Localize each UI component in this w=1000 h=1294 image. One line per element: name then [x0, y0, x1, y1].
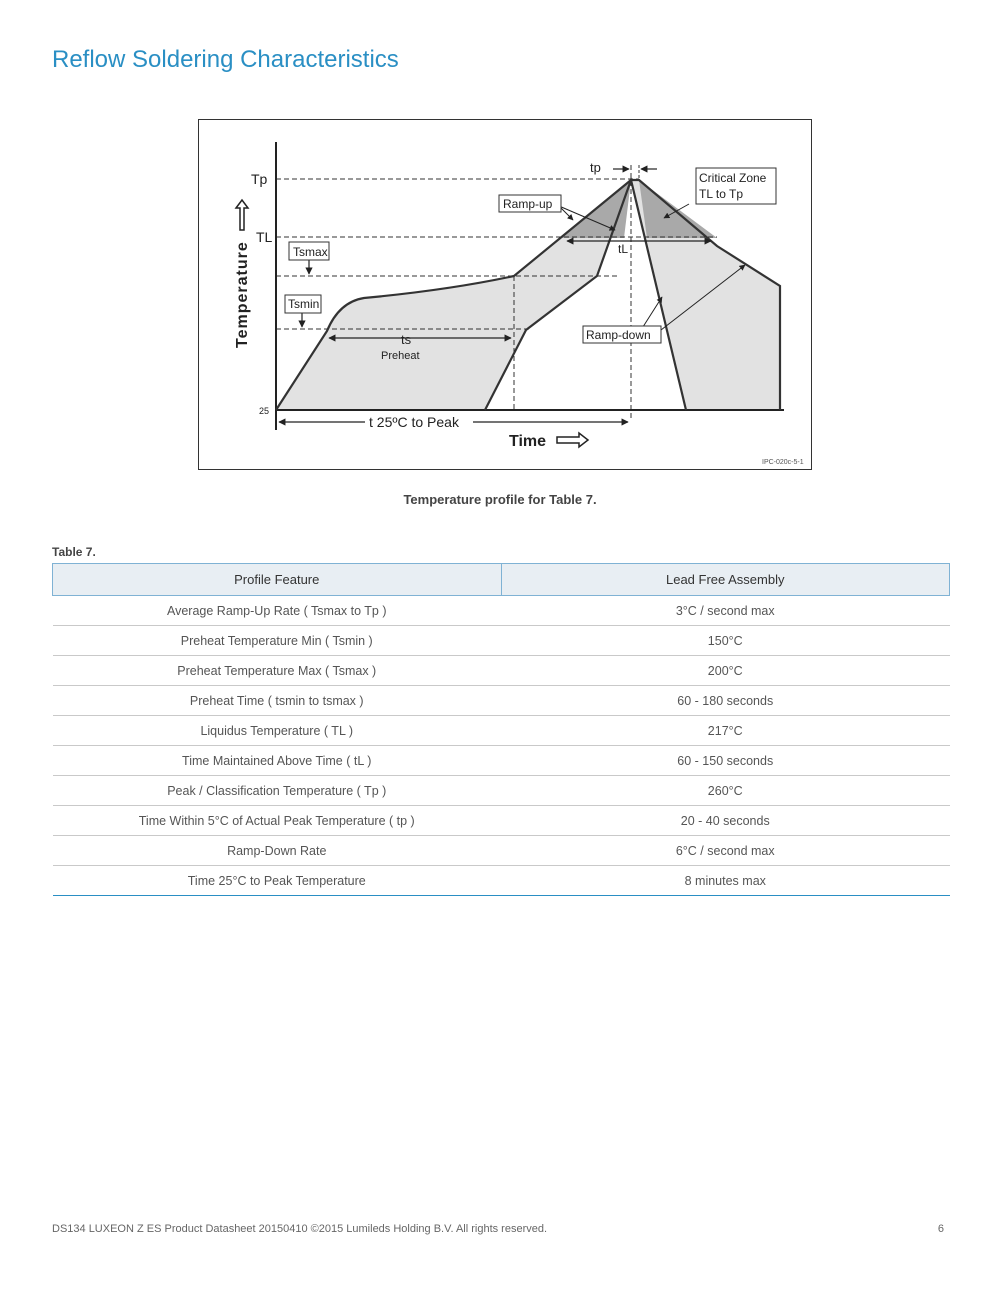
value-cell: 3°C / second max	[501, 596, 950, 626]
figure-caption: Temperature profile for Table 7.	[403, 492, 597, 507]
y-tick-25: 25	[259, 406, 270, 416]
feature-cell: Liquidus Temperature ( TL )	[53, 716, 502, 746]
table-row	[53, 626, 950, 656]
x-axis-label: Time	[509, 433, 547, 450]
value-cell: 217°C	[501, 716, 950, 746]
page-title: Reflow Soldering Characteristics	[52, 46, 399, 73]
label-ts: ts	[401, 332, 412, 347]
profile-band	[276, 180, 780, 410]
label-t25-to-peak: t 25ºC to Peak	[369, 414, 459, 430]
y-tick-tp: Tp	[251, 171, 268, 187]
up-arrow-icon	[236, 200, 248, 230]
table-row	[53, 806, 950, 836]
label-ts-min: Tsmin	[288, 297, 320, 311]
table-row	[53, 866, 950, 896]
table-row	[53, 746, 950, 776]
feature-cell: Time 25°C to Peak Temperature	[53, 866, 502, 896]
table-row	[53, 596, 950, 626]
label-tl: tL	[618, 242, 629, 256]
header-profile-feature: Profile Feature	[53, 564, 502, 596]
label-tp: tp	[590, 160, 601, 175]
feature-cell: Preheat Temperature Min ( Tsmin )	[53, 626, 502, 656]
label-ts-max: Tsmax	[293, 245, 328, 259]
y-tick-tl: TL	[256, 229, 273, 245]
label-critical-zone-range: TL to Tp	[699, 187, 744, 201]
value-cell: 260°C	[501, 776, 950, 806]
label-critical-zone: Critical Zone	[699, 171, 767, 185]
reflow-spec-table	[52, 563, 950, 896]
table-header-row	[53, 564, 950, 596]
value-cell: 150°C	[501, 626, 950, 656]
page-number: 6	[937, 1223, 944, 1235]
feature-cell: Preheat Time ( tsmin to tsmax )	[53, 686, 502, 716]
value-cell: 8 minutes max	[501, 866, 950, 896]
table-row	[53, 776, 950, 806]
feature-cell: Ramp-Down Rate	[53, 836, 502, 866]
right-arrow-icon	[557, 433, 588, 447]
value-cell: 6°C / second max	[501, 836, 950, 866]
footer-text: DS134 LUXEON Z ES Product Datasheet 20150410 ©2015 Lumileds Holding B.V. All rights reserved.	[52, 1223, 548, 1235]
feature-cell: Time Maintained Above Time ( tL )	[53, 746, 502, 776]
temperature-profile-figure	[198, 119, 812, 470]
value-cell: 60 - 180 seconds	[501, 686, 950, 716]
table-label: Table 7.	[52, 545, 96, 559]
table-row	[53, 656, 950, 686]
value-cell: 200°C	[501, 656, 950, 686]
figure-id: IPC-020c-5-1	[762, 459, 804, 466]
feature-cell: Peak / Classification Temperature ( Tp )	[53, 776, 502, 806]
feature-cell: Average Ramp-Up Rate ( Tsmax to Tp )	[53, 596, 502, 626]
label-ramp-down: Ramp-down	[586, 328, 651, 342]
table-row	[53, 686, 950, 716]
feature-cell: Preheat Temperature Max ( Tsmax )	[53, 656, 502, 686]
table-row	[53, 836, 950, 866]
table-row	[53, 716, 950, 746]
label-preheat: Preheat	[381, 350, 420, 362]
value-cell: 20 - 40 seconds	[501, 806, 950, 836]
feature-cell: Time Within 5°C of Actual Peak Temperature ( tp )	[53, 806, 502, 836]
label-ramp-up: Ramp-up	[503, 197, 553, 211]
temperature-profile-diagram	[199, 120, 811, 469]
value-cell: 60 - 150 seconds	[501, 746, 950, 776]
header-lead-free-assembly: Lead Free Assembly	[501, 564, 950, 596]
y-axis-label: Temperature	[234, 241, 251, 348]
